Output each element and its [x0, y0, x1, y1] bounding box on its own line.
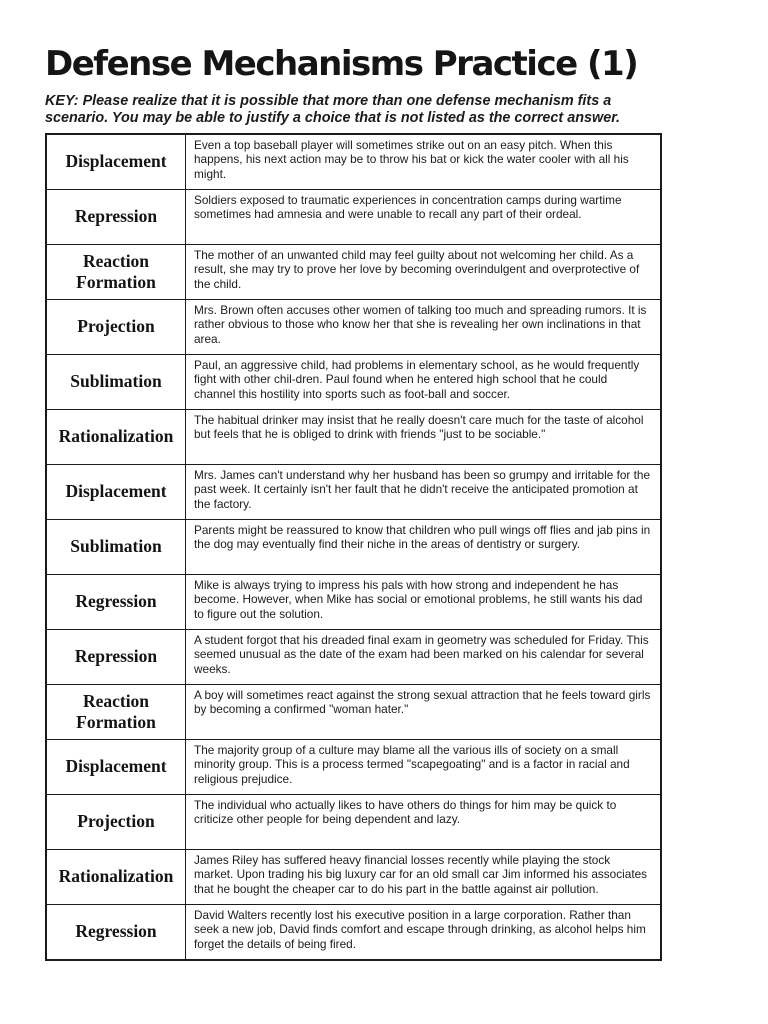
scenario-cell: The habitual drinker may insist that he really doesn't care much for the taste of alcohol but feels that he is obliged to drink with friends "just to be sociable." [186, 409, 662, 464]
mechanism-cell: Projection [46, 299, 186, 354]
mechanism-cell: Rationalization [46, 849, 186, 904]
table-row [46, 464, 661, 519]
table-row [46, 519, 661, 574]
mechanism-cell: Regression [46, 904, 186, 960]
table-row [46, 244, 661, 299]
table-row [46, 574, 661, 629]
page-title: Defense Mechanisms Practice (1) [45, 44, 638, 84]
scenario-cell: Even a top baseball player will sometimes strike out on an easy pitch. When this happens, his next action may be to throw his bat or kick the water cooler with all his might. [186, 134, 662, 190]
mechanism-cell: Sublimation [46, 354, 186, 409]
scenario-cell: A boy will sometimes react against the strong sexual attraction that he feels toward girls by becoming a confirmed "woman hater." [186, 684, 662, 739]
scenario-cell: David Walters recently lost his executive position in a large corporation. Rather than seek a new job, David finds comfort and escape through drinking, as alcohol helps him forget the details of being fired. [186, 904, 662, 960]
scenario-cell: Mrs. James can't understand why her husband has been so grumpy and irritable for the past week. It certainly isn't her fault that he didn't receive the anticipated promotion at the factory. [186, 464, 662, 519]
key-note: KEY: Please realize that it is possible that more than one defense mechanism fits a scenario. You may be able to justify a choice that is not listed as the correct answer. [45, 93, 621, 126]
scenario-cell: Mike is always trying to impress his pals with how strong and independent he has become. However, when Mike has social or emotional problems, he still wants his dad to figure out the solution. [186, 574, 662, 629]
mechanism-cell: Displacement [46, 134, 186, 190]
mechanism-cell: Regression [46, 574, 186, 629]
table-row [46, 849, 661, 904]
defense-mechanisms-table [45, 133, 662, 961]
table-row [46, 739, 661, 794]
table-row [46, 794, 661, 849]
mechanism-cell: Rationalization [46, 409, 186, 464]
mechanism-cell: Displacement [46, 464, 186, 519]
mechanism-cell: Sublimation [46, 519, 186, 574]
table-row [46, 409, 661, 464]
table-row [46, 299, 661, 354]
scenario-cell: The individual who actually likes to have others do things for him may be quick to criticize other people for being dependent and lazy. [186, 794, 662, 849]
table-row [46, 904, 661, 960]
mechanism-cell: Displacement [46, 739, 186, 794]
mechanism-cell: Repression [46, 629, 186, 684]
mechanism-cell: Repression [46, 189, 186, 244]
mechanism-cell: Reaction Formation [46, 684, 186, 739]
table-row [46, 684, 661, 739]
scenario-cell: Parents might be reassured to know that children who pull wings off flies and jab pins in the dog may eventually find their niche in the areas of dentistry or surgery. [186, 519, 662, 574]
table-row [46, 354, 661, 409]
scenario-cell: Mrs. Brown often accuses other women of talking too much and spreading rumors. It is rather obvious to those who know her that she is revealing her own inclinations in that area. [186, 299, 662, 354]
scenario-cell: The mother of an unwanted child may feel guilty about not welcoming her child. As a result, she may try to prove her love by becoming overindulgent and overprotective of the child. [186, 244, 662, 299]
scenario-cell: The majority group of a culture may blame all the various ills of society on a small minority group. This is a process termed "scapegoating" and is a factor in racial and religious prejudice. [186, 739, 662, 794]
scenario-cell: Paul, an aggressive child, had problems in elementary school, as he would frequently fight with other chil-dren. Paul found when he entered high school that he could channel this hostility into sports such as foot-ball and soccer. [186, 354, 662, 409]
mechanism-cell: Reaction Formation [46, 244, 186, 299]
scenario-cell: Soldiers exposed to traumatic experiences in concentration camps during wartime sometimes had amnesia and were unable to recall any part of their ordeal. [186, 189, 662, 244]
table-row [46, 189, 661, 244]
table-row [46, 134, 661, 190]
scenario-cell: James Riley has suffered heavy financial losses recently while playing the stock market. Upon trading his big luxury car for an old small car Jim informed his associates that he bought the cheaper car to do his part in the battle against air pollution. [186, 849, 662, 904]
scenario-cell: A student forgot that his dreaded final exam in geometry was scheduled for Friday. This seemed unusual as the date of the exam had been marked on his calendar for several weeks. [186, 629, 662, 684]
mechanism-cell: Projection [46, 794, 186, 849]
table-row [46, 629, 661, 684]
